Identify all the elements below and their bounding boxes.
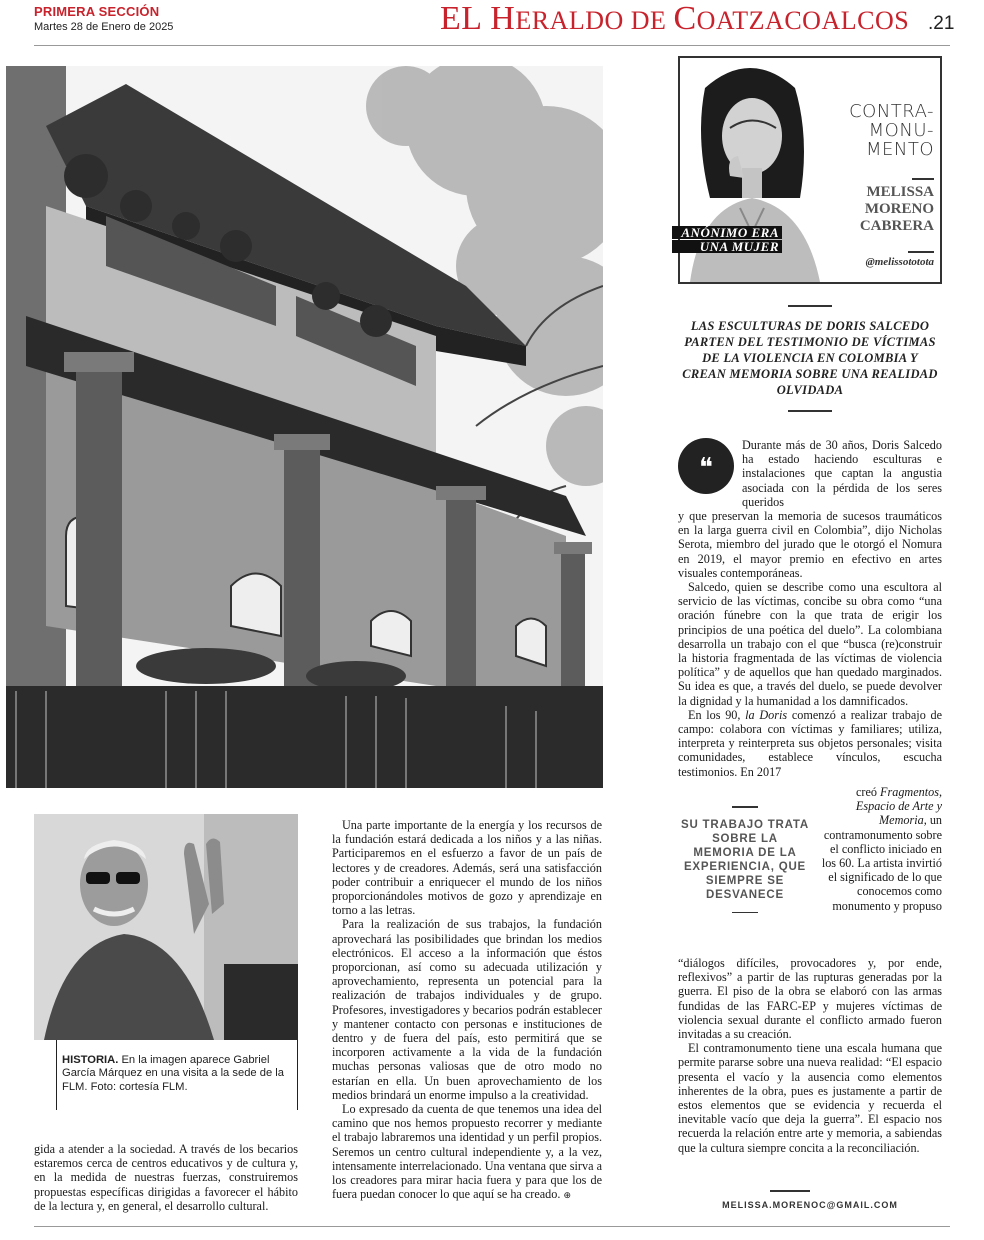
newspaper-masthead bbox=[440, 0, 930, 38]
masthead-left bbox=[34, 4, 173, 33]
author-email[interactable]: MELISSA.MORENOC@GMAIL.COM bbox=[722, 1200, 898, 1210]
masthead-part-1: H bbox=[490, 0, 516, 37]
photo-garcia-marquez bbox=[34, 814, 298, 1040]
page-number: .21 bbox=[928, 13, 955, 34]
masthead-part-0: EL bbox=[440, 0, 491, 37]
masthead-part-3: C bbox=[673, 0, 697, 37]
column-headline: ANÓNIMO ERA UNA MUJER bbox=[672, 226, 782, 254]
section-label: PRIMERA SECCIÓN bbox=[34, 4, 160, 19]
issue-date: Martes 28 de Enero de 2025 bbox=[34, 21, 174, 33]
left-column-text: gida a atender a la sociedad. A través de los becarios estaremos cerca de centros educativos y de cultura y, en la medida de nuestras fuerzas, construiremos propuestas específicas dirigidas a favorecer el hábito de la lectura y, en general, el desarrollo cultural. bbox=[34, 1142, 298, 1213]
pull-quote: SU TRABAJO TRATA SOBRE LA MEMORIA DE LA EXPERIENCIA, QUE SIEMPRE SE DESVANECE bbox=[680, 806, 810, 913]
author-name: MELISSA MORENO CABRERA bbox=[814, 178, 934, 235]
quotation-mark-icon: ❝ bbox=[678, 438, 734, 494]
pull-quote-bottom-rule bbox=[732, 912, 758, 914]
article-paragraph-3: En los 90, la Doris comenzó a realizar trabajo de campo: colabora con víctimas y familiares; utiliza, interpreta y reinterpreta sus objetos personales; visita comunidades, establece vínculos, escucha testimonios. En 2017 bbox=[678, 707, 943, 779]
end-mark-icon: ⊕ bbox=[563, 1191, 571, 1202]
deck-bottom-rule bbox=[788, 410, 832, 412]
article-body-upper: y que preservan la memoria de sucesos traumáticos en la larga guerra civil en Colombia”, dijo Nicholas Serota, miembro del jurado que le otorgó el Nomura en 2019, el mayor premio en efectivo en artes visuales contemporáneas. Salcedo, quien se describe como una escultora al servicio de las víctimas, concibe su obra como “una oración fúnebre con la que trata de erigir los principios de una poética del duelo”. La colombiana desarrolla un trabajo con el que “busca (re)construir la historia fragmentada de las víctimas de violencia política” y de aquellos que han quedado marginados. Su idea es que, a través del duelo, se puede devolver la dignidad y la humanidad a los damnificados. En los 90, la Doris comenzó a realizar trabajo de campo: colabora con víctimas y familiares; utiliza, interpreta y reinterpreta sus objetos personales; visita comunidades, establece vínculos, escucha testimonios. En 2017 bbox=[678, 509, 943, 779]
handle-tick-divider bbox=[908, 251, 934, 253]
author-handle: @melissototota bbox=[865, 256, 934, 268]
masthead-part-4: OATZACOALCOS bbox=[696, 6, 910, 35]
column-name: CONTRA- MONU- MENTO bbox=[849, 101, 934, 160]
middle-column-text: Una parte importante de la energía y los recursos de la fundación estará dedicada a los niños y a las niñas. Participaremos en el esfuerzo a favor de un país de lectores y de creadores. Además, será una satisfacción poder contribuir a enriquecer el mundo de los niños proporcionándoles motivos de gozo y aprendizaje en torno a las letras. Para la realización de sus trabajos, la fundación aprovechará las posibilidades que brindan los medios electrónicos. El acceso a la información que éstos proporcionan, así como su adecuada utilización y aprovechamiento, representa un potencial para la realización de trabajos individuales y de grupo. Profesores, investigadores y becarios podrán establecer y mantener contacto con personas e instituciones de dentro y de fuera del país, esto permitirá que se incorporen activamente a la vida de la fundación muchas personas valiosas que de otro modo no estarían en ella. Un buen aprovechamiento de los medios brindará un enorme impulso a la creatividad. Lo expresado da cuenta de que tenemos una idea del camino que nos hemos propuesto recorrer y mediante el trabajo labraremos una identidad y un perfil propios. Seremos un centro cultural independiente y, a la vez, intensamente interrelacionado. Una ventana que sirva a los creadores para mirar hacia fuera y para que los de fuera puedan conocer lo que aquí se ha creado. ⊕ bbox=[332, 818, 602, 1203]
article-deck: LAS ESCULTURAS DE DORIS SALCEDO PARTEN DEL TESTIMONIO DE VÍCTIMAS DE LA VIOLENCIA EN COLOMBIA Y CREAN MEMORIA SOBRE UNA REALIDAD OLVIDADA bbox=[682, 319, 938, 397]
main-photo-building bbox=[6, 66, 603, 788]
deck-top-rule bbox=[788, 305, 832, 307]
masthead-part-2: ERALDO DE bbox=[515, 6, 674, 35]
column-header-box bbox=[678, 56, 942, 284]
article-intro: Durante más de 30 años, Doris Salcedo ha estado haciendo esculturas e instalaciones que captan la angustia asociada con la pérdida de los seres queridos bbox=[742, 438, 942, 509]
footer-divider bbox=[34, 1226, 950, 1227]
pull-quote-top-rule bbox=[732, 806, 758, 808]
email-rule bbox=[770, 1190, 810, 1192]
photo-caption: HISTORIA. En la imagen aparece Gabriel García Márquez en una visita a la sede de la FLM. Foto: cortesía FLM. bbox=[62, 1054, 285, 1093]
article-body-lower: “diálogos difíciles, provocadores y, por ende, reflexivos” a partir de las rupturas generadas por la guerra. El piso de la obra se elaboró con las armas fundidas de las FARC-EP y mujeres víctimas de violencia sexual durante el conflicto armado fueron invitadas a su creación. El contramonumento tiene una escala humana que permite pararse sobre una nueva realidad: “El espacio presenta el vacío y la ausencia como elementos inherentes de la obra, pues es justamente a partir de estos elementos que se evidencia y recuerda el inevitable vacío que deja la guerra”. El espacio nos recuerda la relación entre arte y memoria, a sabiendas que la cultura siempre concita a la reconciliación. bbox=[678, 956, 942, 1155]
author-tick-divider bbox=[912, 178, 934, 180]
middle-closing-paragraph: Lo expresado da cuenta de que tenemos una idea del camino que nos hemos propuesto recorrer y mediante el trabajo labraremos una identidad y un perfil propios. Seremos un centro cultural independiente y, a la vez, intensamente interrelacionado. Una ventana que sirva a los creadores para mirar hacia fuera y para que los de fuera puedan conocer lo que aquí se ha creado. ⊕ bbox=[332, 1102, 602, 1202]
article-body-narrow: creó Fragmentos, Espacio de Arte y Memoria, un contramonumento sobre el conflicto iniciado en los 60. La artista invirtió el significado de lo que conocemos como monumento y propuso bbox=[821, 785, 942, 913]
header-divider bbox=[34, 45, 950, 46]
